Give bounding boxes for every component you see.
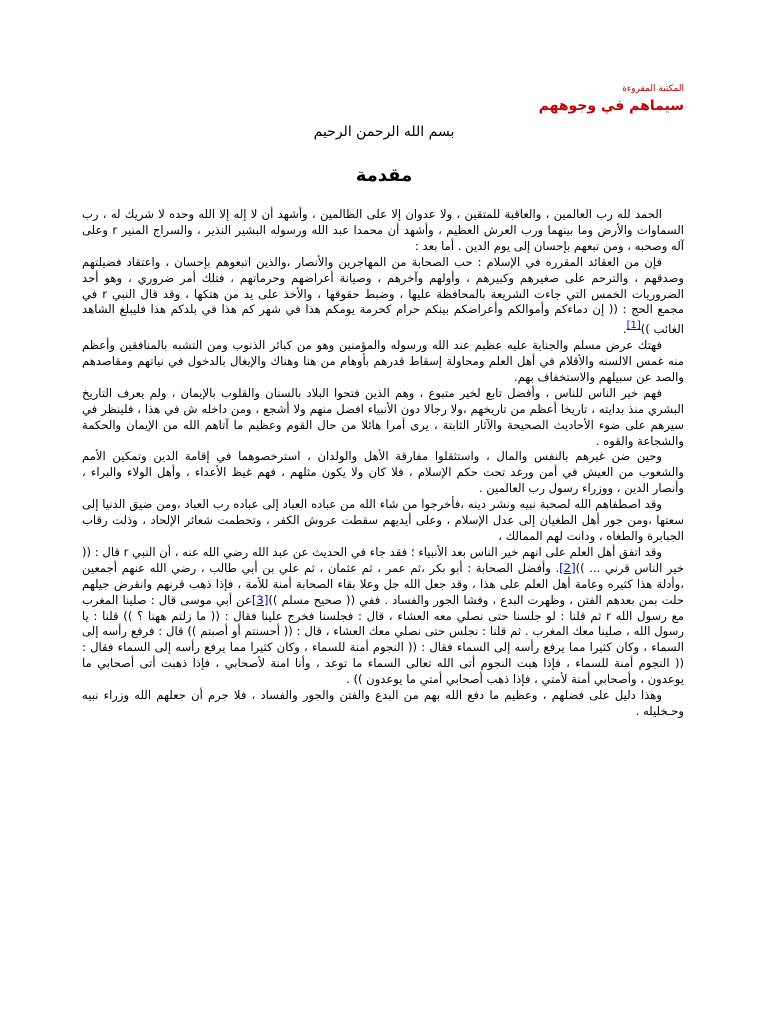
paragraph-text: عن أبي موسى قال : صلينا المغرب مع رسول الله r ثم قلنا : لو جلسنا حتى نصلي معه العشاء ، قال : فجلسنا فخرج علينا فقال : (( ما زلتم ههنا ؟ )) قلنا : يا رسول الله ، صلينا معك المغرب . ثم قلنا : نجلس حتى نصلي معك العشاء ، قال : (( أحسنتم أو أصبتم )) قال : فرفع رأسه إلى السماء ، وكان كثيرا مما يرفع رأسه إلى السماء فقال : (( النجوم أمنة للسماء ، وكان كثيرا مما يرفع رأسه إلى السماء فقال : (( النجوم أمنة للسماء ، فإذا هبت النجوم أتى الله تعالى السماء ما توعد ، وأنا امنة لأصحابي ، فإذا ذهبت أتى أصحابي ما يوعدون ، وأصحابي أمنة لأمتي ، فإذا ذهب أصحابي أمتي ما يوعدون )) . <box>82 592 684 687</box>
paragraph: فهتك عرض مسلم والجناية عليه عظيم عند الله ورسوله والمؤمنين وهو من كبائر الذنوب ومن التشبه بالمنافقين وأعظم منه غمس الالسنه والأقلام في أهل العلم ومحاولة إسقاط قدرهم بأوهام من هنا وهناك والإيغال بالدخول في نياتهم ومقاصدهم والصد عن سبيلهم والاستخفاف بهم. <box>82 338 684 384</box>
paragraph: وحين ضن غيرهم بالنفس والمال ، واستثقلوا مفارقة الأهل والولدان ، استرخصوهما في إقامة الدين وتمكين الأمم والشعوب من العيش في أمن ورغد تحت حكم الإسلام ، فلا كان ولا يكون مثلهم ، فهم غيظ الأعداء ، وأهل الولاء والبراء ، وأنصار الدين ، ووزراء رسول رب العالمين . <box>82 449 684 496</box>
paragraph-text: فإن من العقائد المقرره في الإسلام : حب الصحابة من المهاجرين والأنصار ،والذين اتبعوهم بإحسان ، واعتقاد فضيلتهم وصدقهم ، والترحم على صغيرهم وكبيرهم ، وأولهم وآخرهم ، وصيانة أعراضهم وحرماتهم ، فتلك أمر ضروري ، وهو أحد الضروريات الخمس التي جاءت الشريعة بالمحافظة عليها ، وضبط حقوقها ، والأخذ على يد من هتكها ، وقد قال النبي r في مجمع الحج : (( إن دماءكم وأموالكم وأعراضكم بينكم حرام كحرمة يومكم هذا في شهر كم هذا في بلدكم هذا فليبلغ الشاهد الغائب )) <box>82 254 684 337</box>
paragraph <box>82 545 684 688</box>
library-label: المكتبة المقروءة <box>622 84 684 94</box>
footnote-link[interactable]: [2] <box>559 560 576 575</box>
book-title: سيماهم في وجوههم <box>538 98 684 114</box>
paragraph-text: . وأفضل الصحابة : أبو بكر ،ثم عمر ، ثم عثمان ، ثم علي بن أبي طالب ، رضي الله عنهم أجمعين ،وأدلة هذا كثيره وعامة أهل العلم على هذا ، وقد جعل الله جل وعلا بقاء الصحابة أمنة للأمة ، فإذا ذهب قرنهم وانقرض جيلهم حلت بمن بعدهم الفتن ، وظهرت البدع ، وفشا الجور والفساد . ففي (( صحيح مسلم )) <box>82 560 684 607</box>
paragraph: فهم خير الناس للناس ، وأفضل تابع لخير متبوع ، وهم الذين فتحوا البلاد بالسنان والقلوب بالإيمان ، ولم يعرف التاريخ البشري منذ بدايته ، تاريخا أعظم من تاريخهم ،ولا رجالا دون الأنبياء افضل منهم ولا أشجع ، ومن داخله ش في هذا ، فلينظر في سيرهم على ضوء الأحاديث الصحيحة والآثار الثابتة ، يرى أمرا هائلا من حال القوم وعظيم ما آتاهم الله من الإيمان والحكمة والشجاعة والقوه . <box>82 385 684 448</box>
paragraph-text: وقد اتفق أهل العلم على انهم خير الناس بعد الأنبياء ؛ فقد جاء في الحديث عن عبد الله رضي الله عنه ، أن النبي r قال : (( خير الناس قرني ... )) <box>82 544 684 575</box>
paragraph-text: . <box>622 322 627 337</box>
paragraph: وقد اصطفاهم الله لصحبة نبيه ونشر دينه ،فأخرجوا من شاء الله من عباده العباد إلى عباده رب العباد ،ومن ضيق الدنيا إلى سعتها ،ومن جور أهل الطغيان إلى عدل الإسلام ، وعلى أيديهم سقطت عروش الكفر ، وتحطمت شعائر الإلحاد ، وذلت رقاب الجبابرة والطغاه ، ودانت لهم الممالك ، <box>82 497 684 543</box>
basmala: بسم الله الرحمن الرحيم <box>313 124 455 140</box>
section-heading: مقدمة <box>355 165 413 186</box>
paragraph: الحمد لله رب العالمين ، والعاقبة للمتقين ، ولا عدوان إلا على الظالمين ، وأشهد أن لا إله إلا الله وحده لا شريك له ، رب السماوات والأرض وما بينهما ورب العرش العظيم ، وأشهد أن محمدا عبد الله ورسوله البشير النذير ، والسراج المنير r وعلى آله وصحبه ، ومن تبعهم بإحسان إلى يوم الدين . أما بعد : <box>82 207 684 253</box>
paragraph <box>82 255 684 338</box>
footnote-link[interactable]: [1] <box>626 320 641 332</box>
paragraph: وهذا دليل على فضلهم ، وعظيم ما دفع الله بهم من البدع والفتن والجور والفساد ، فلا جرم أن جعلهم الله وزراء نبيه وحـخليله . <box>82 688 684 718</box>
body-text <box>82 207 684 720</box>
footnote-link[interactable]: [3] <box>251 592 269 607</box>
